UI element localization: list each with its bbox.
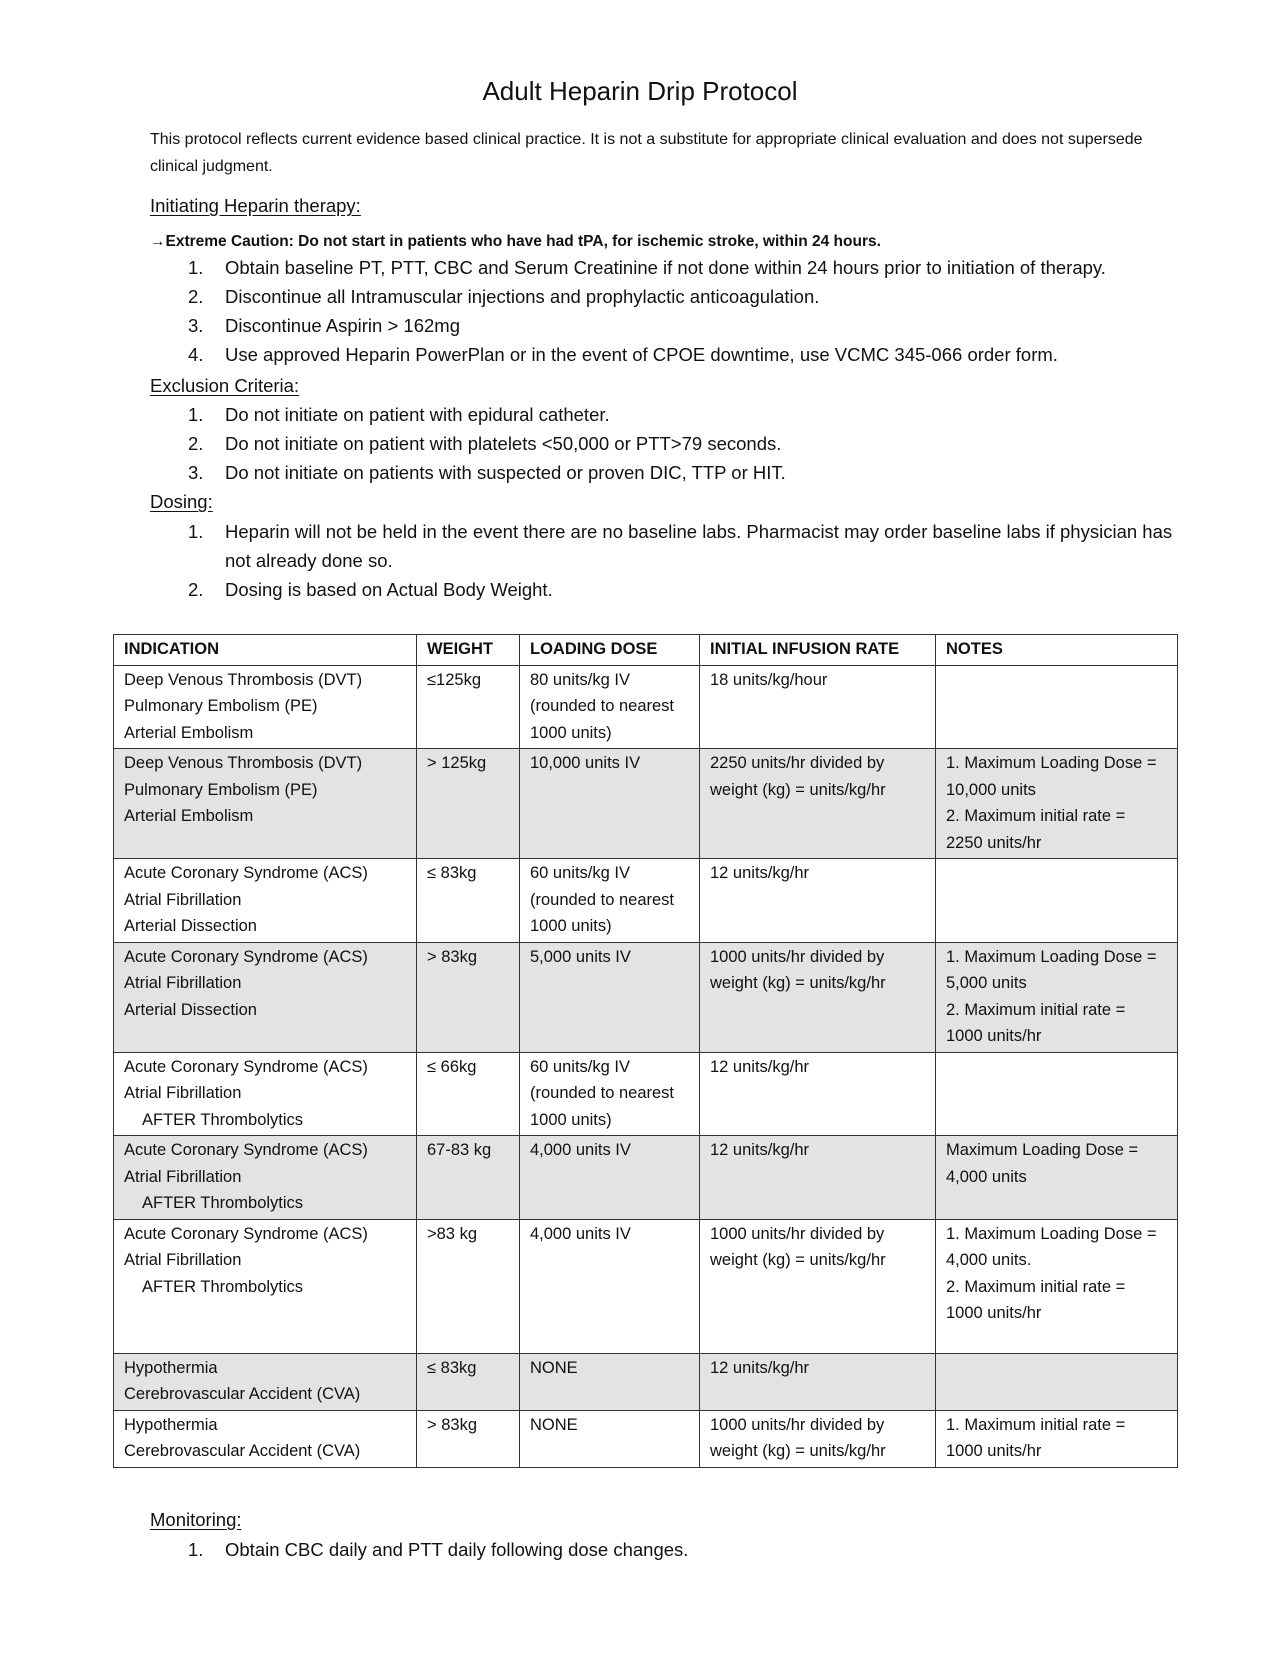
caution-note: →Extreme Caution: Do not start in patients who have had tPA, for ischemic stroke, within 24 hours.	[150, 233, 881, 250]
cell-loading-dose: 4,000 units IV	[520, 1136, 700, 1220]
indication-line: Atrial Fibrillation	[124, 1251, 242, 1269]
cell-indication	[114, 1136, 417, 1220]
table-header-row	[114, 635, 1178, 666]
list-text: Use approved Heparin PowerPlan or in the event of CPOE downtime, use VCMC 345-066 order form.	[225, 344, 1058, 365]
cell-loading-dose: 4,000 units IV	[520, 1219, 700, 1353]
cell-notes	[936, 665, 1178, 749]
indication-subline: AFTER Thrombolytics	[142, 1194, 304, 1212]
exclusion-heading: Exclusion Criteria:	[150, 375, 300, 396]
cell-weight: 67-83 kg	[417, 1136, 520, 1220]
header-initial-infusion-rate: INITIAL INFUSION RATE	[700, 635, 936, 666]
list-text: Obtain baseline PT, PTT, CBC and Serum Creatinine if not done within 24 hours prior to initiation of therapy.	[225, 257, 1106, 278]
list-number: 1.	[188, 1539, 204, 1560]
cell-notes	[936, 1052, 1178, 1136]
page-title: Adult Heparin Drip Protocol	[482, 76, 798, 106]
indication-line: Atrial Fibrillation	[124, 1167, 242, 1186]
list-number: 1.	[188, 257, 204, 278]
table-row	[114, 942, 1178, 1052]
cell-loading-dose: 5,000 units IV	[520, 942, 700, 1052]
cell-weight: >83 kg	[417, 1219, 520, 1353]
cell-weight: ≤125kg	[417, 665, 520, 749]
cell-loading-dose: 60 units/kg IV (rounded to nearest 1000 units)	[520, 1052, 700, 1136]
cell-infusion-rate: 1000 units/hr divided by weight (kg) = units/kg/hr	[700, 942, 936, 1052]
indication-line: Atrial Fibrillation	[124, 974, 242, 992]
list-number: 1.	[188, 521, 204, 542]
initiating-list	[150, 253, 1190, 369]
cell-notes	[936, 1353, 1178, 1410]
cell-indication	[114, 1219, 417, 1353]
cell-loading-dose: NONE	[520, 1410, 700, 1467]
monitoring-list	[150, 1535, 1190, 1564]
indication-line: Hypothermia	[124, 1358, 218, 1377]
indication-line: Atrial Fibrillation	[124, 890, 242, 909]
list-item	[150, 253, 1190, 282]
header-loading-dose: LOADING DOSE	[520, 635, 700, 666]
indication-line: Pulmonary Embolism (PE)	[124, 697, 318, 715]
list-number: 2.	[188, 286, 204, 307]
cell-notes: Maximum Loading Dose = 4,000 units	[936, 1136, 1178, 1220]
indication-line: Cerebrovascular Accident (CVA)	[124, 1385, 361, 1403]
list-number: 2.	[188, 579, 204, 600]
list-text: Do not initiate on patient with platelets <50,000 or PTT>79 seconds.	[225, 433, 782, 454]
list-number: 4.	[188, 344, 204, 365]
cell-notes: 1. Maximum Loading Dose = 4,000 units. 2. Maximum initial rate = 1000 units/hr	[936, 1219, 1178, 1353]
list-item	[150, 340, 1190, 369]
cell-loading-dose: NONE	[520, 1353, 700, 1410]
cell-notes: 1. Maximum Loading Dose = 10,000 units 2. Maximum initial rate = 2250 units/hr	[936, 749, 1178, 859]
table-row	[114, 1410, 1178, 1467]
indication-subline: AFTER Thrombolytics	[142, 1110, 304, 1129]
monitoring-heading: Monitoring:	[150, 1509, 242, 1530]
cell-infusion-rate: 2250 units/hr divided by weight (kg) = units/kg/hr	[700, 749, 936, 859]
cell-weight: > 83kg	[417, 1410, 520, 1467]
cell-notes: 1. Maximum Loading Dose = 5,000 units 2. Maximum initial rate = 1000 units/hr	[936, 942, 1178, 1052]
indication-line: Deep Venous Thrombosis (DVT)	[124, 754, 363, 772]
table-row	[114, 1136, 1178, 1220]
list-item	[150, 1535, 1190, 1564]
cell-weight: ≤ 83kg	[417, 859, 520, 943]
cell-indication	[114, 1052, 417, 1136]
cell-notes: 1. Maximum initial rate = 1000 units/hr	[936, 1410, 1178, 1467]
table-row	[114, 1219, 1178, 1353]
list-text: Heparin will not be held in the event there are no baseline labs. Pharmacist may order baseline labs if physician has not already done so.	[225, 521, 1173, 571]
indication-line: Atrial Fibrillation	[124, 1084, 242, 1102]
indication-line: Acute Coronary Syndrome (ACS)	[124, 1057, 368, 1076]
cell-indication	[114, 942, 417, 1052]
indication-line: Acute Coronary Syndrome (ACS)	[124, 947, 368, 966]
cell-infusion-rate: 12 units/kg/hr	[700, 859, 936, 943]
cell-indication	[114, 749, 417, 859]
initiating-heading: Initiating Heparin therapy:	[150, 195, 361, 216]
cell-loading-dose: 10,000 units IV	[520, 749, 700, 859]
table-row	[114, 1052, 1178, 1136]
table-body	[114, 665, 1178, 1467]
dosing-table	[113, 634, 1178, 1468]
list-text: Do not initiate on patients with suspected or proven DIC, TTP or HIT.	[225, 462, 786, 483]
list-text: Discontinue Aspirin > 162mg	[225, 315, 460, 336]
indication-line: Arterial Embolism	[124, 807, 254, 825]
exclusion-list	[150, 400, 1190, 487]
dosing-list	[150, 517, 1190, 604]
table-row	[114, 749, 1178, 859]
list-text: Do not initiate on patient with epidural catheter.	[225, 404, 610, 425]
cell-weight: ≤ 83kg	[417, 1353, 520, 1410]
list-item	[150, 400, 1190, 429]
table-row	[114, 1353, 1178, 1410]
cell-loading-dose: 60 units/kg IV (rounded to nearest 1000 units)	[520, 859, 700, 943]
list-item	[150, 282, 1190, 311]
indication-line: Acute Coronary Syndrome (ACS)	[124, 864, 368, 882]
indication-line: Cerebrovascular Accident (CVA)	[124, 1442, 361, 1460]
cell-infusion-rate: 12 units/kg/hr	[700, 1136, 936, 1220]
intro-paragraph: This protocol reflects current evidence based clinical practice. It is not a substitute for appropriate clinical evaluation and does not supersede clinical judgment.	[150, 131, 1143, 175]
list-item	[150, 458, 1190, 487]
cell-indication	[114, 665, 417, 749]
cell-weight: ≤ 66kg	[417, 1052, 520, 1136]
cell-loading-dose: 80 units/kg IV (rounded to nearest 1000 units)	[520, 665, 700, 749]
cell-infusion-rate: 1000 units/hr divided by weight (kg) = units/kg/hr	[700, 1410, 936, 1467]
list-text: Dosing is based on Actual Body Weight.	[225, 579, 553, 600]
indication-line: Arterial Dissection	[124, 1000, 257, 1019]
list-item	[150, 517, 1190, 575]
list-number: 3.	[188, 315, 204, 336]
header-indication: INDICATION	[114, 635, 417, 666]
indication-subline: AFTER Thrombolytics	[142, 1277, 304, 1296]
indication-line: Acute Coronary Syndrome (ACS)	[124, 1141, 368, 1159]
indication-line: Pulmonary Embolism (PE)	[124, 780, 318, 799]
cell-indication	[114, 859, 417, 943]
indication-line: Hypothermia	[124, 1415, 218, 1434]
cell-weight: > 125kg	[417, 749, 520, 859]
header-notes: NOTES	[936, 635, 1178, 666]
list-item	[150, 311, 1190, 340]
list-item	[150, 429, 1190, 458]
cell-notes	[936, 859, 1178, 943]
cell-infusion-rate: 12 units/kg/hr	[700, 1353, 936, 1410]
list-item	[150, 575, 1190, 604]
list-number: 3.	[188, 462, 204, 483]
dosing-heading: Dosing:	[150, 491, 213, 512]
cell-infusion-rate: 12 units/kg/hr	[700, 1052, 936, 1136]
cell-indication	[114, 1353, 417, 1410]
cell-infusion-rate: 1000 units/hr divided by weight (kg) = units/kg/hr	[700, 1219, 936, 1353]
table-row	[114, 665, 1178, 749]
cell-infusion-rate: 18 units/kg/hour	[700, 665, 936, 749]
indication-line: Acute Coronary Syndrome (ACS)	[124, 1224, 368, 1243]
indication-line: Arterial Embolism	[124, 723, 254, 742]
indication-line: Arterial Dissection	[124, 917, 257, 935]
cell-indication	[114, 1410, 417, 1467]
table-row	[114, 859, 1178, 943]
list-text: Discontinue all Intramuscular injections and prophylactic anticoagulation.	[225, 286, 820, 307]
indication-line: Deep Venous Thrombosis (DVT)	[124, 670, 363, 689]
list-text: Obtain CBC daily and PTT daily following dose changes.	[225, 1539, 689, 1560]
list-number: 2.	[188, 433, 204, 454]
header-weight: WEIGHT	[417, 635, 520, 666]
cell-weight: > 83kg	[417, 942, 520, 1052]
list-number: 1.	[188, 404, 204, 425]
